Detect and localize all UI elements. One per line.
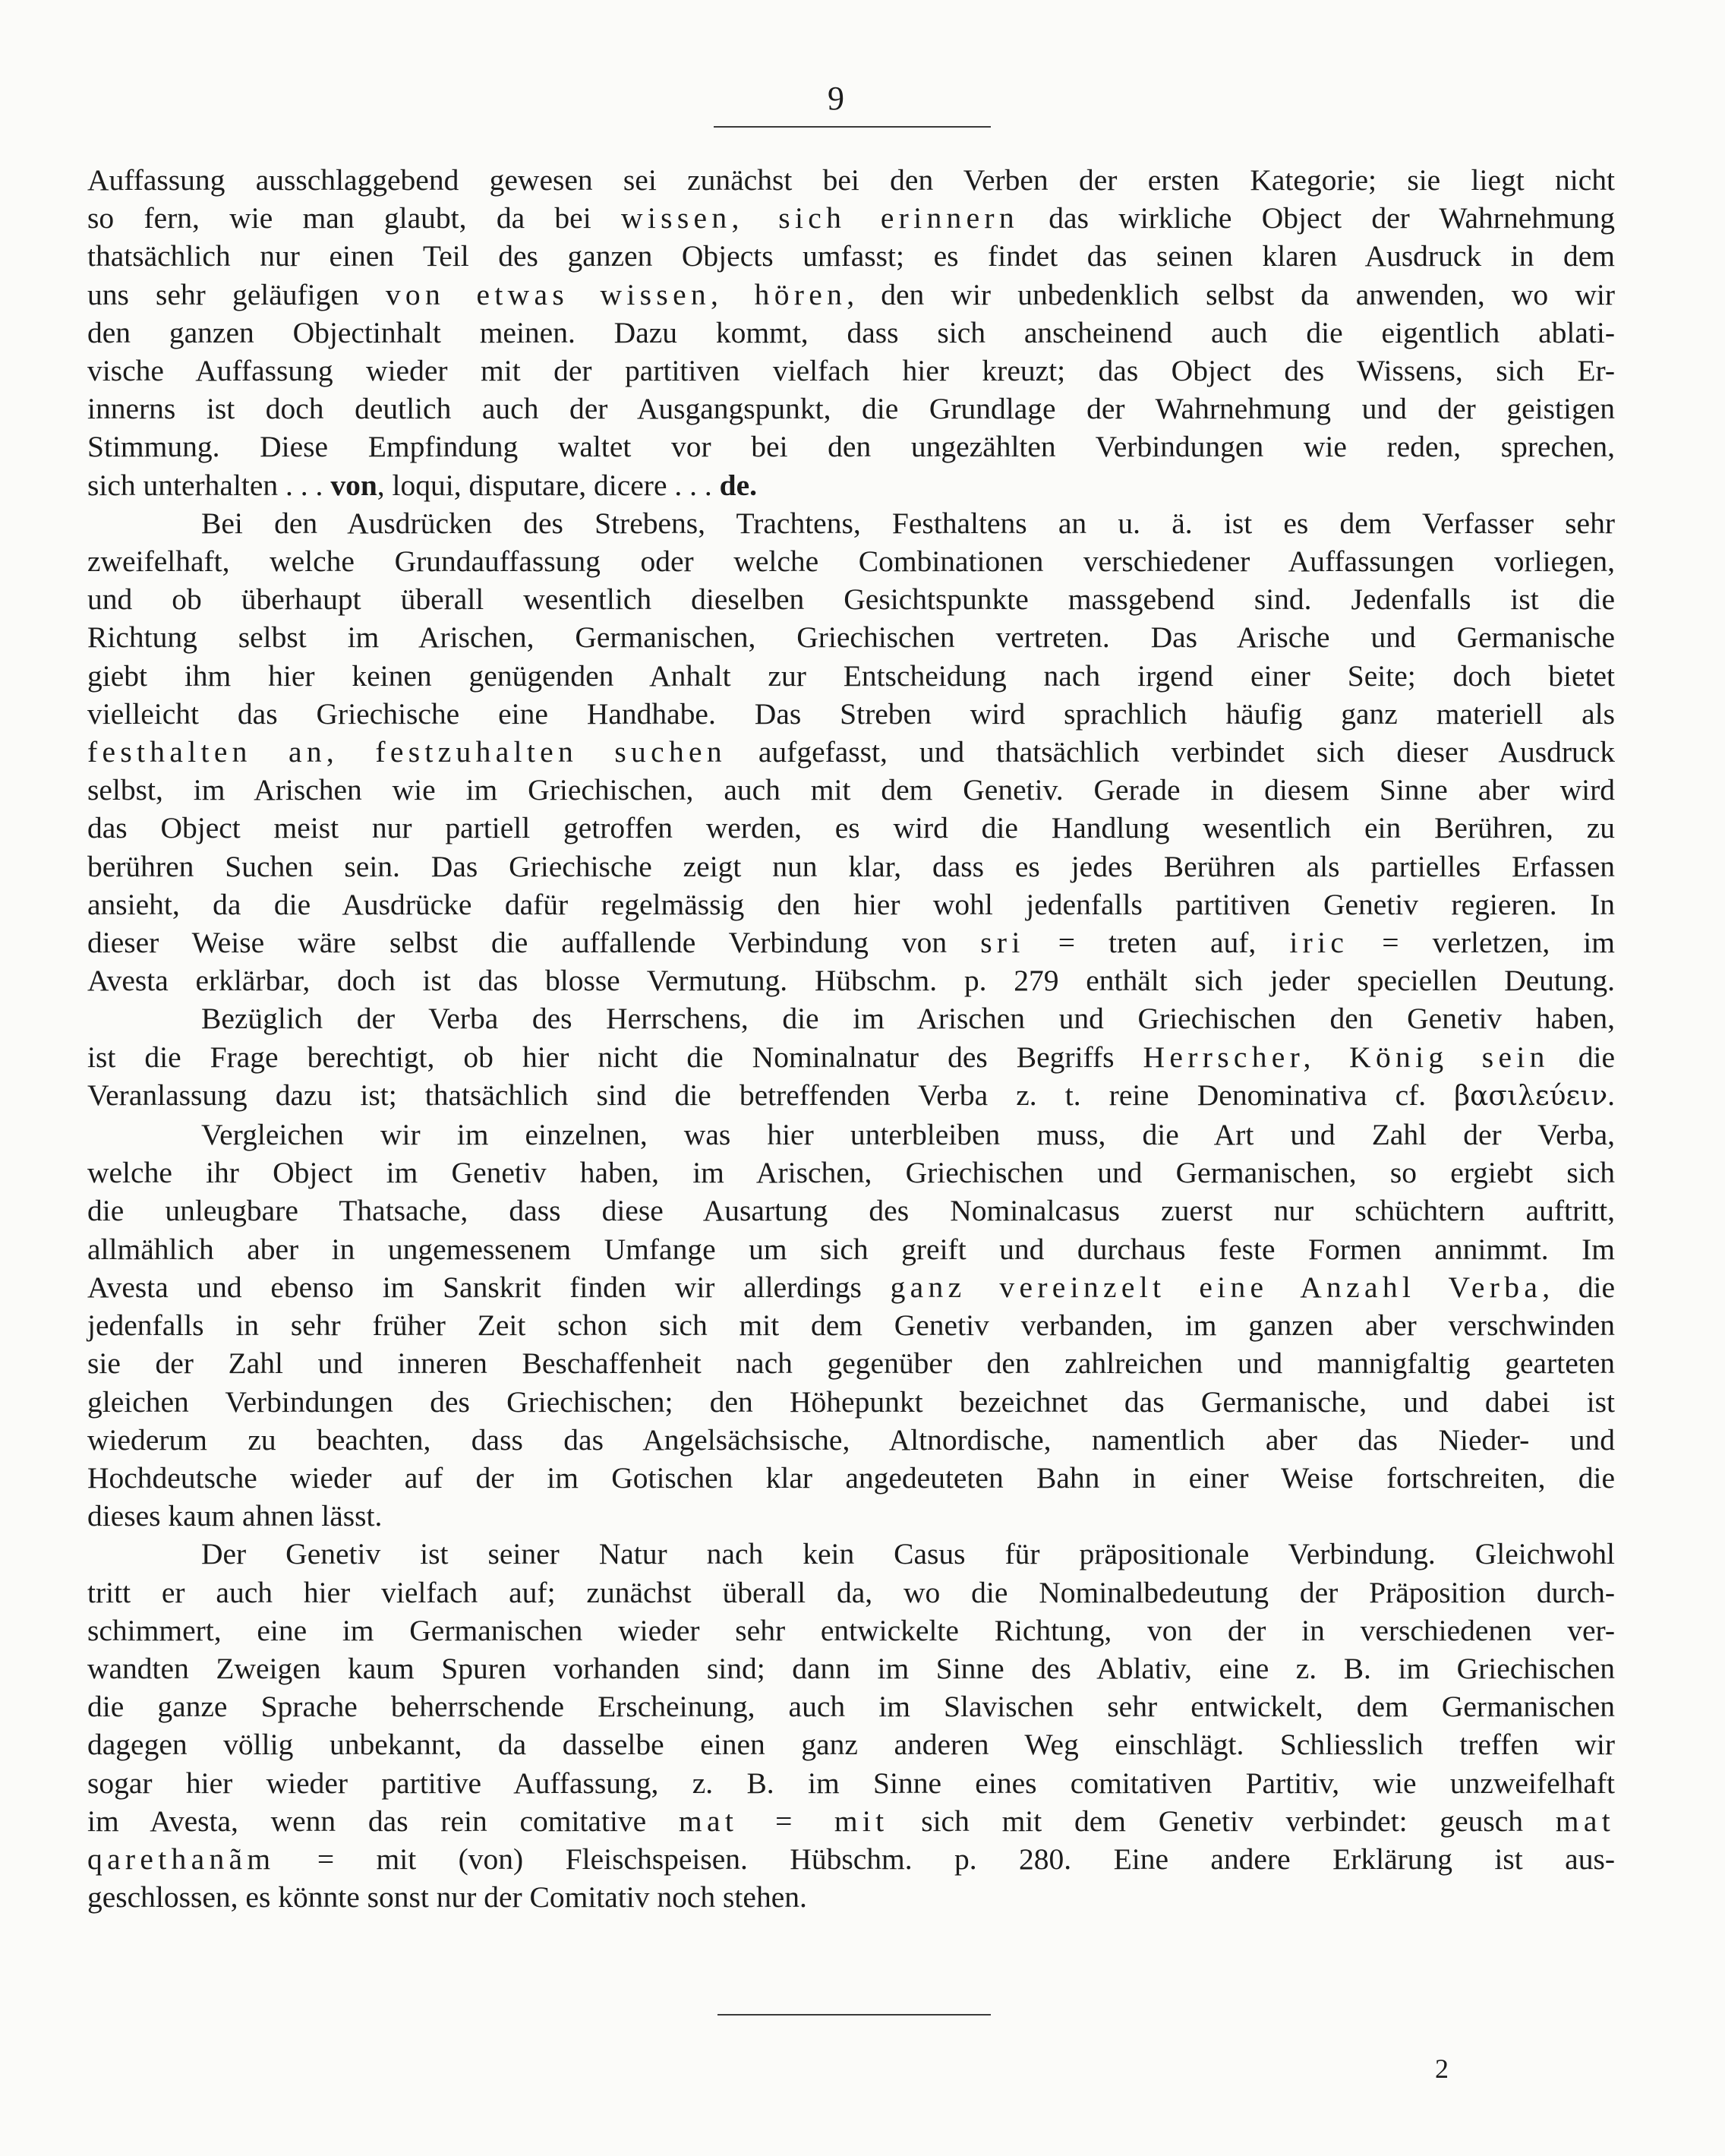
text-line: ist die Frage berechtigt, ob hier nicht die Nominalnatur des Begriffs Herrscher, König sein die (87, 1040, 1615, 1074)
text-line: tritt er auch hier vielfach auf; zunächst überall da, wo die Nominalbedeutung der Präposition durch- (87, 1575, 1615, 1609)
signature-mark: 2 (1435, 2053, 1449, 2084)
text-line: die unleugbare Thatsache, dass diese Ausartung des Nominalcasus zuerst nur schüchtern auftritt, (87, 1194, 1615, 1228)
text-line: sie der Zahl und inneren Beschaffenheit nach gegenüber den zahlreichen und mannigfaltig gearteten (87, 1346, 1615, 1381)
text-line: thatsächlich nur einen Teil des ganzen Objects umfasst; es findet das seinen klaren Ausdruck in dem (87, 239, 1615, 273)
text-line: allmählich aber in ungemessenem Umfange um sich greift und durchaus feste Formen annimmt. Im (87, 1232, 1615, 1266)
text-line: jedenfalls in sehr früher Zeit schon sich mit dem Genetiv verbanden, im ganzen aber verschwinden (87, 1308, 1615, 1343)
text-line: dagegen völlig unbekannt, da dasselbe einen ganz anderen Weg einschlägt. Schliesslich treffen wir (87, 1728, 1615, 1762)
text-line: schimmert, eine im Germanischen wieder sehr entwickelte Richtung, von der in verschiedenen ver- (87, 1613, 1615, 1647)
text-line: Bezüglich der Verba des Herrschens, die im Arischen und Griechischen den Genetiv haben, (201, 1002, 1615, 1036)
header-rule (714, 126, 991, 128)
text-line: im Avesta, wenn das rein comitative mat = mit sich mit dem Genetiv verbindet: geusch mat (87, 1804, 1615, 1838)
text-line: wandten Zweigen kaum Spuren vorhanden sind; dann im Sinne des Ablativ, eine z. B. im Griechischen (87, 1651, 1615, 1685)
text-line: das Object meist nur partiell getroffen werden, es wird die Handlung wesentlich ein Berühren, zu (87, 811, 1615, 845)
text-line: Bei den Ausdrücken des Strebens, Trachtens, Festhaltens an u. ä. ist es dem Verfasser sehr (201, 506, 1615, 540)
text-line: so fern, wie man glaubt, da bei wissen, sich erinnern das wirkliche Object der Wahrnehmung (87, 201, 1615, 235)
text-line: dieses kaum ahnen lässt. (87, 1499, 383, 1533)
text-line: sich unterhalten . . . von, loqui, disputare, dicere . . . de. (87, 468, 757, 502)
text-line: geschlossen, es könnte sonst nur der Comitativ noch stehen. (87, 1880, 807, 1915)
text-line: festhalten an, festzuhalten suchen aufgefasst, und thatsächlich verbindet sich dieser Ausdruck (87, 735, 1615, 769)
text-line: Vergleichen wir im einzelnen, was hier unterbleiben muss, die Art und Zahl der Verba, (201, 1118, 1615, 1152)
text-line: selbst, im Arischen wie im Griechischen, auch mit dem Genetiv. Gerade in diesem Sinne aber wird (87, 773, 1615, 807)
text-line: Avesta und ebenso im Sanskrit finden wir allerdings ganz vereinzelt eine Anzahl Verba, die (87, 1270, 1615, 1304)
text-line: Richtung selbst im Arischen, Germanischen, Griechischen vertreten. Das Arische und Germanische (87, 620, 1615, 655)
text-line: sogar hier wieder partitive Auffassung, z. B. im Sinne eines comitativen Partitiv, wie unzweifelhaft (87, 1766, 1615, 1800)
text-line: giebt ihm hier keinen genügenden Anhalt zur Entscheidung nach irgend einer Seite; doch bietet (87, 658, 1615, 693)
text-line: vielleicht das Griechische eine Handhabe. Das Streben wird sprachlich häufig ganz materiell als (87, 696, 1615, 731)
text-line: welche ihr Object im Genetiv haben, im Arischen, Griechischen und Germanischen, so ergiebt sich (87, 1156, 1615, 1190)
text-line: Veranlassung dazu ist; thatsächlich sind die betreffenden Verba z. t. reine Denominativa cf. βασιλεύειν. (87, 1078, 1615, 1112)
text-line: dieser Weise wäre selbst die auffallende Verbindung von sri = treten auf, iric = verletzen, im (87, 926, 1615, 960)
text-line: innerns ist doch deutlich auch der Ausgangspunkt, die Grundlage der Wahrnehmung und der geistigen (87, 392, 1615, 426)
text-line: Hochdeutsche wieder auf der im Gotischen klar angedeuteten Bahn in einer Weise fortschreiten, die (87, 1460, 1615, 1495)
text-line: ansieht, da die Ausdrücke dafür regelmässig den hier wohl jedenfalls partitiven Genetiv regieren. In (87, 887, 1615, 921)
text-line: die ganze Sprache beherrschende Erscheinung, auch im Slavischen sehr entwickelt, dem Germanischen (87, 1690, 1615, 1724)
text-line: uns sehr geläufigen von etwas wissen, hören, den wir unbedenklich selbst da anwenden, wo wir (87, 277, 1615, 311)
text-line: gleichen Verbindungen des Griechischen; den Höhepunkt bezeichnet das Germanische, und dabei ist (87, 1384, 1615, 1419)
text-line: zweifelhaft, welche Grundauffassung oder welche Combinationen verschiedener Auffassungen vorliegen, (87, 545, 1615, 579)
text-line: Avesta erklärbar, doch ist das blosse Vermutung. Hübschm. p. 279 enthält sich jeder speciellen Deutung. (87, 964, 1615, 998)
text-line: Stimmung. Diese Empfindung waltet vor bei den ungezählten Verbindungen wie reden, sprechen, (87, 430, 1615, 464)
footer-rule (717, 2014, 991, 2016)
body-text (87, 161, 1615, 1916)
text-line: berühren Suchen sein. Das Griechische zeigt nun klar, dass es jedes Berühren als partielles Erfassen (87, 849, 1615, 883)
text-line: und ob überhaupt überall wesentlich dieselben Gesichtspunkte massgebend sind. Jedenfalls ist die (87, 582, 1615, 617)
text-line: qarethanãm = mit (von) Fleischspeisen. Hübschm. p. 280. Eine andere Erklärung ist aus- (87, 1842, 1615, 1876)
text-line: Auffassung ausschlaggebend gewesen sei zunächst bei den Verben der ersten Kategorie; sie liegt nicht (87, 163, 1615, 197)
text-line: vische Auffassung wieder mit der partitiven vielfach hier kreuzt; das Object des Wissens, sich Er- (87, 354, 1615, 388)
page-number: 9 (828, 80, 844, 117)
text-line: den ganzen Objectinhalt meinen. Dazu kommt, dass sich anscheinend auch die eigentlich ablati- (87, 315, 1615, 349)
text-line: Der Genetiv ist seiner Natur nach kein Casus für präpositionale Verbindung. Gleichwohl (201, 1537, 1615, 1571)
text-line: wiederum zu beachten, dass das Angelsächsische, Altnordische, namentlich aber das Nieder- und (87, 1422, 1615, 1457)
